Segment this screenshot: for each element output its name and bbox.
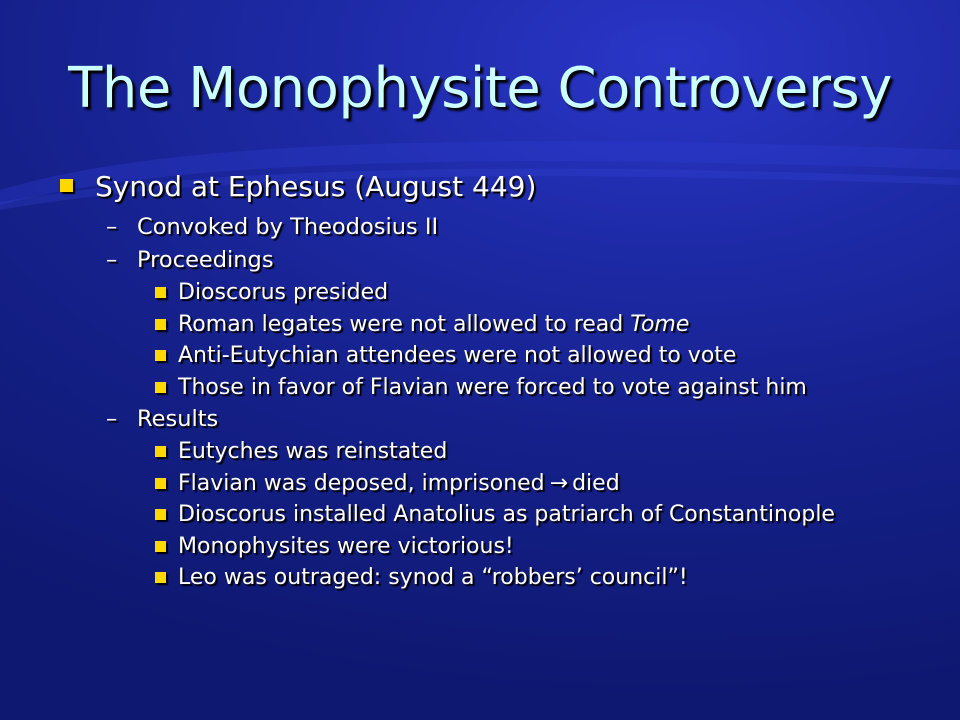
yellow-square-bullet-icon xyxy=(60,179,73,192)
list-item-text: Monophysites were victorious! xyxy=(178,533,514,559)
tome-italic-text: Tome xyxy=(630,311,690,337)
sub-bullet-proceedings-text: Proceedings xyxy=(137,247,274,273)
sub-bullet-results-text: Results xyxy=(137,406,219,432)
list-item-text: Those in favor of Flavian were forced to vote against him xyxy=(178,374,807,400)
list-item xyxy=(60,531,940,563)
slide-title: The Monophysite Controversy xyxy=(68,56,892,121)
small-square-bullet-icon xyxy=(155,350,166,361)
small-square-bullet-icon xyxy=(155,541,166,552)
small-square-bullet-icon xyxy=(155,478,166,489)
small-square-bullet-icon xyxy=(155,509,166,520)
small-square-bullet-icon xyxy=(155,287,166,298)
bullet-synod xyxy=(60,166,940,208)
list-item-text: Eutyches was reinstated xyxy=(178,439,448,464)
list-item xyxy=(60,436,940,468)
list-item xyxy=(60,499,940,531)
list-item-text: Anti-Eutychian attendees were not allowed to vote xyxy=(178,343,737,368)
dash-bullet-icon: – xyxy=(106,247,118,273)
list-item-text: Leo was outraged: synod a “robbers’ council”! xyxy=(178,565,688,590)
list-item xyxy=(60,562,940,594)
slide-body xyxy=(60,166,940,594)
dash-bullet-icon: – xyxy=(106,214,118,240)
small-square-bullet-icon xyxy=(155,382,166,393)
sub-bullet-proceedings xyxy=(60,244,940,277)
list-item-text: Roman legates were not allowed to read xyxy=(178,311,631,337)
dash-bullet-icon: – xyxy=(106,406,118,432)
list-item-text: Flavian was deposed, imprisoned xyxy=(178,470,545,496)
list-item-text: Dioscorus installed Anatolius as patriarch of Constantinople xyxy=(178,502,835,527)
list-item xyxy=(60,372,940,404)
right-arrow-icon: → xyxy=(549,470,569,496)
list-item-text-after: died xyxy=(572,470,620,496)
list-item xyxy=(60,340,940,372)
sub-bullet-convoked xyxy=(60,211,940,244)
sub-bullet-results xyxy=(60,403,940,436)
list-item-text: Dioscorus presided xyxy=(178,280,389,305)
small-square-bullet-icon xyxy=(155,319,166,330)
list-item xyxy=(60,468,940,500)
list-item xyxy=(60,277,940,309)
sub-bullet-convoked-text: Convoked by Theodosius II xyxy=(137,214,439,240)
small-square-bullet-icon xyxy=(155,572,166,583)
list-item xyxy=(60,309,940,341)
bullet-synod-text: Synod at Ephesus (August 449) xyxy=(95,170,537,203)
small-square-bullet-icon xyxy=(155,446,166,457)
